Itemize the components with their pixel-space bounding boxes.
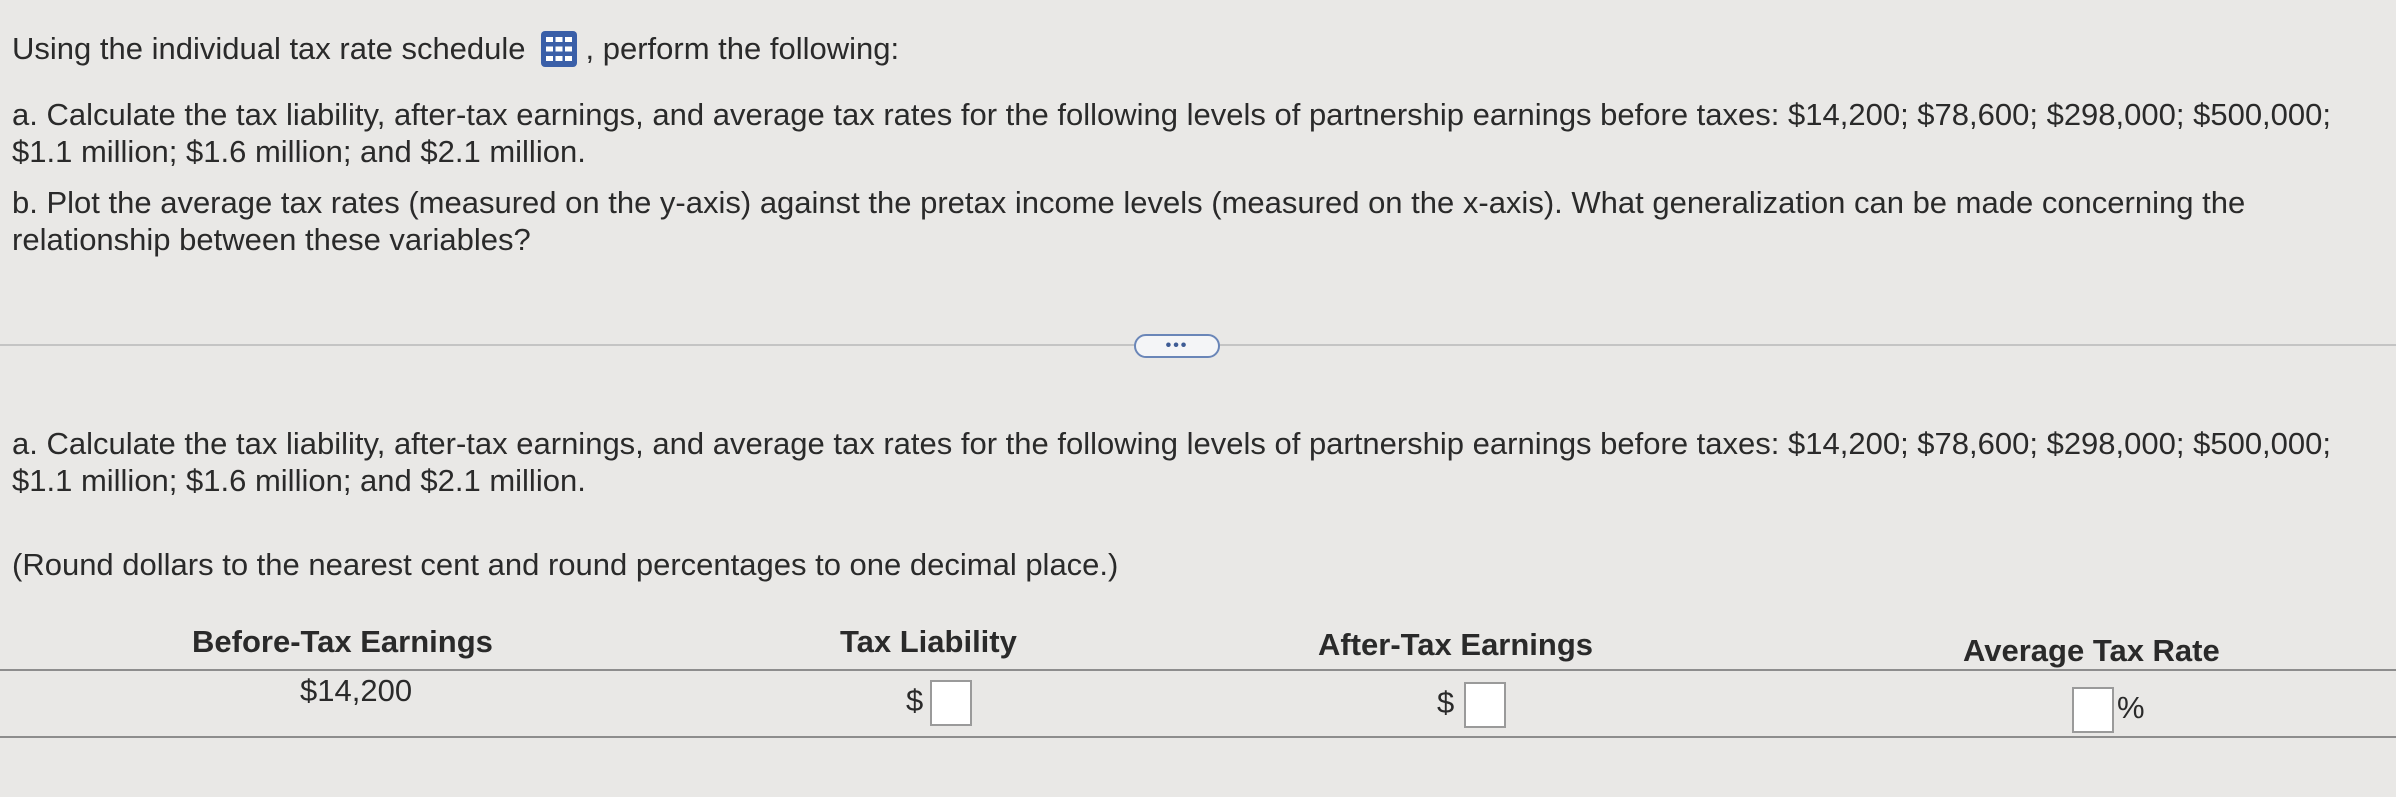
header-before-tax-earnings: Before-Tax Earnings — [192, 624, 493, 659]
tax-liability-currency-symbol: $ — [906, 683, 924, 718]
header-after-tax-earnings: After-Tax Earnings — [1318, 627, 1594, 662]
after-tax-currency-symbol: $ — [1437, 685, 1455, 720]
average-tax-rate-input[interactable] — [2072, 687, 2114, 733]
intro-line — [12, 30, 899, 68]
question-part-b: b. Plot the average tax rates (measured on the y-axis) against the pretax income levels (measured on the x-axis). What generalization can be made concerning the relationship between these variables? — [12, 185, 2246, 257]
after-tax-earnings-input[interactable] — [1464, 682, 1506, 728]
intro-text-end: , perform the following: — [585, 31, 900, 66]
header-tax-liability: Tax Liability — [840, 624, 1017, 659]
tax-liability-input[interactable] — [930, 680, 972, 726]
expand-more-button[interactable]: ••• — [1134, 334, 1220, 358]
task-part-a: a. Calculate the tax liability, after-tax earnings, and average tax rates for the following levels of partnership earnings before taxes: $14,200; $78,600; $298,000; $500,000; $1.1 million; $1.6 million; and $2.1 million. — [12, 426, 2332, 498]
percent-symbol: % — [2117, 690, 2145, 725]
intro-text-start: Using the individual tax rate schedule — [12, 31, 526, 66]
question-part-a: a. Calculate the tax liability, after-tax earnings, and average tax rates for the following levels of partnership earnings before taxes: $14,200; $78,600; $298,000; $500,000; $1.1 million; $1.6 million; and $2.1 million. — [12, 97, 2332, 169]
before-tax-earnings-value: $14,200 — [300, 673, 413, 708]
rounding-instruction: (Round dollars to the nearest cent and round percentages to one decimal place.) — [12, 547, 1119, 582]
table-header-rule — [0, 669, 2396, 671]
table-row-rule — [0, 736, 2396, 738]
table-grid-icon[interactable] — [540, 30, 578, 68]
header-average-tax-rate: Average Tax Rate — [1963, 633, 2220, 668]
